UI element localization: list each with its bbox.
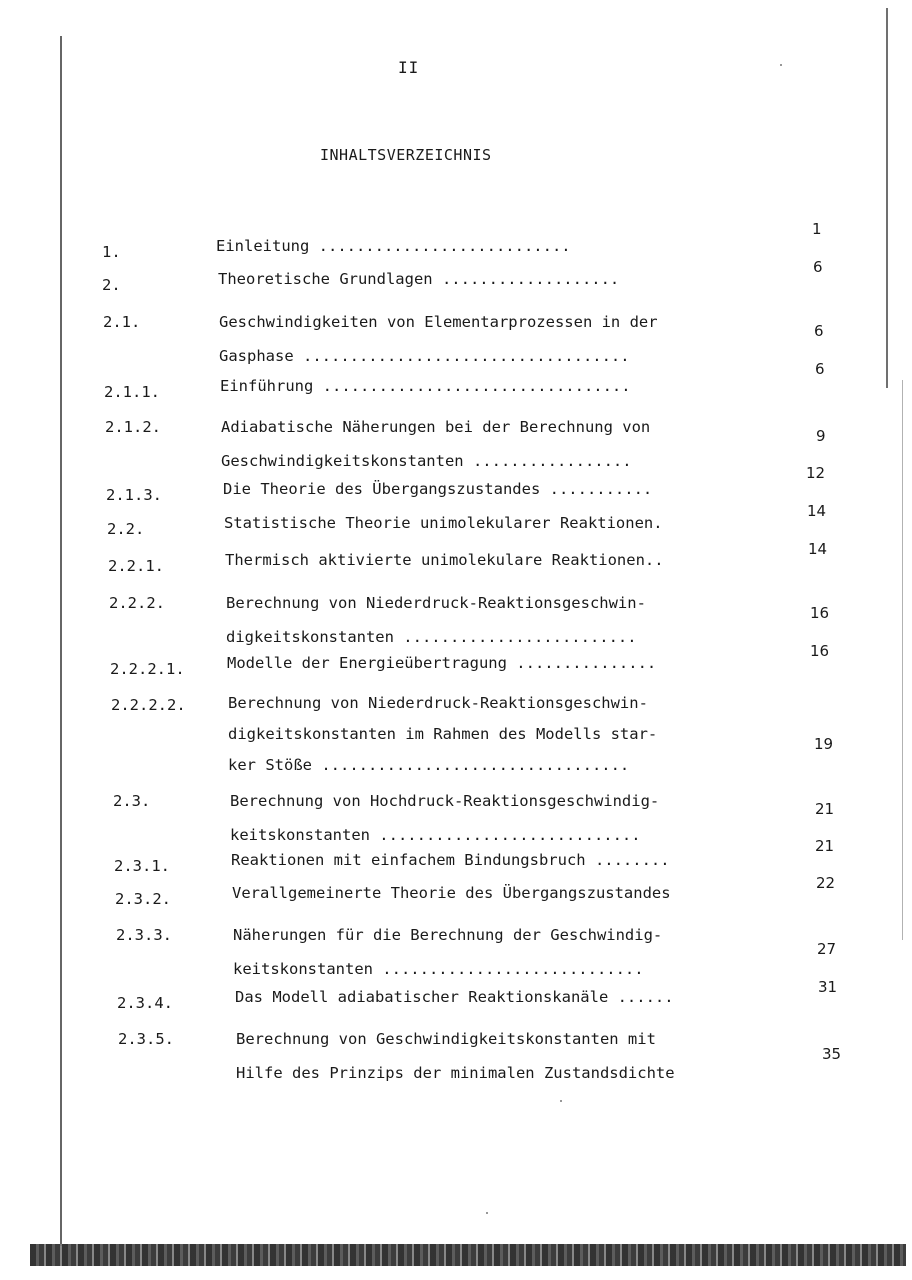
toc-entry-title <box>232 882 671 904</box>
toc-entry-number: 2.3.1. <box>114 857 170 875</box>
toc-entry-number: 2.3.5. <box>118 1030 174 1048</box>
toc-entry-page: 6 <box>813 258 823 276</box>
toc-entry-line: Modelle der Energieübertragung ............... <box>227 654 657 672</box>
toc-entry-line: Adiabatische Näherungen bei der Berechnung von <box>221 418 651 436</box>
toc-entry-page: 14 <box>808 540 828 558</box>
toc-entry-line: Das Modell adiabatischer Reaktionskanäle ...... <box>235 988 674 1006</box>
toc-entry-number: 1. <box>102 243 121 261</box>
toc-entry-title <box>230 784 659 852</box>
toc-entry-number: 2.1.3. <box>106 486 162 504</box>
toc-entry-number: 2.3.3. <box>116 926 172 944</box>
toc-entry-number: 2.2.1. <box>108 557 164 575</box>
toc-entry-line: keitskonstanten ............................ <box>230 826 641 844</box>
toc-entry-line: Gasphase ................................... <box>219 347 630 365</box>
toc-entry-number: 2.3. <box>113 792 151 810</box>
toc-entry-title <box>224 512 663 534</box>
toc-entry-page: 19 <box>814 735 834 753</box>
toc-entry-line: Thermisch aktivierte unimolekulare Reaktionen.. <box>225 551 664 569</box>
toc-entry-line: Berechnung von Hochdruck-Reaktionsgeschwindig- <box>230 792 660 810</box>
toc-entry-title <box>221 410 650 478</box>
toc-entry-number: 2.1.1. <box>104 383 160 401</box>
toc-entry-line: keitskonstanten ............................ <box>233 960 644 978</box>
scan-right-edge-faint <box>902 380 903 940</box>
toc-entry-line: ker Stöße ................................. <box>228 756 630 774</box>
toc-entry-title <box>236 1022 675 1090</box>
toc-entry-number: 2.1. <box>103 313 141 331</box>
toc-entry-page: 14 <box>807 502 827 520</box>
toc-entry-page: 9 <box>816 427 826 445</box>
toc-entry-number: 2.2.2.2. <box>111 696 186 714</box>
toc-entry-line: Näherungen für die Berechnung der Geschwindig- <box>233 926 663 944</box>
toc-entry-line: Geschwindigkeitskonstanten ................. <box>221 452 632 470</box>
scan-right-edge <box>886 8 888 388</box>
toc-entry-page: 35 <box>822 1045 842 1063</box>
toc-entry-page: 6 <box>814 322 824 340</box>
toc-entry-number: 2.2.2. <box>109 594 165 612</box>
toc-entry-title <box>228 688 657 781</box>
toc-entry-page: 6 <box>815 360 825 378</box>
toc-entry-page: 27 <box>817 940 837 958</box>
toc-entry-title <box>227 652 656 674</box>
toc-entry-page: 16 <box>810 604 830 622</box>
toc-entry-title <box>231 849 670 871</box>
toc-entry-page: 1 <box>812 220 822 238</box>
scan-bottom-edge <box>30 1244 906 1266</box>
toc-entry-title <box>216 235 571 257</box>
page-number: II <box>398 58 420 77</box>
scan-speck <box>780 64 782 66</box>
toc-entry-line: Einführung ................................. <box>220 377 631 395</box>
toc-entry-title <box>223 478 652 500</box>
toc-entry-number: 2. <box>102 276 121 294</box>
toc-entry-number: 2.3.2. <box>115 890 171 908</box>
toc-entry-line: Einleitung ........................... <box>216 237 571 255</box>
toc-entry-line: digkeitskonstanten im Rahmen des Modells star- <box>228 725 658 743</box>
toc-entry-page: 16 <box>810 642 830 660</box>
toc-entry-line: Hilfe des Prinzips der minimalen Zustandsdichte <box>236 1064 675 1082</box>
scan-speck <box>486 1212 488 1214</box>
toc-entry-line: Berechnung von Niederdruck-Reaktionsgeschwin- <box>228 694 648 712</box>
toc-entry-number: 2.3.4. <box>117 994 173 1012</box>
toc-entry-number: 2.1.2. <box>105 418 161 436</box>
toc-entry-line: Reaktionen mit einfachem Bindungsbruch ........ <box>231 851 670 869</box>
toc-entry-line: Geschwindigkeiten von Elementarprozessen in der <box>219 313 658 331</box>
toc-title: INHALTSVERZEICHNIS <box>320 146 492 164</box>
toc-entry-title <box>226 586 646 654</box>
toc-entry-title <box>225 549 664 571</box>
toc-entry-page: 21 <box>815 837 835 855</box>
toc-entry-page: 31 <box>818 978 838 996</box>
toc-entry-line: Berechnung von Niederdruck-Reaktionsgeschwin- <box>226 594 646 612</box>
toc-entry-line: Die Theorie des Übergangszustandes ........... <box>223 480 653 498</box>
toc-entry-title <box>218 268 619 290</box>
toc-entry-title <box>220 375 631 397</box>
toc-entry-number: 2.2.2.1. <box>110 660 185 678</box>
scan-speck <box>560 1100 562 1102</box>
toc-entry-line: digkeitskonstanten ......................... <box>226 628 637 646</box>
toc-entry-title <box>219 305 658 373</box>
toc-entry-title <box>233 918 662 986</box>
toc-entry-page: 22 <box>816 874 836 892</box>
toc-entry-number: 2.2. <box>107 520 145 538</box>
scan-left-edge <box>60 36 62 1246</box>
toc-entry-page: 12 <box>806 464 826 482</box>
toc-entry-title <box>235 986 674 1008</box>
toc-entry-line: Berechnung von Geschwindigkeitskonstanten mit <box>236 1030 656 1048</box>
toc-entry-page: 21 <box>815 800 835 818</box>
toc-entry-line: Theoretische Grundlagen ................... <box>218 270 620 288</box>
toc-entry-line: Verallgemeinerte Theorie des Übergangszustandes <box>232 884 671 902</box>
toc-entry-line: Statistische Theorie unimolekularer Reaktionen. <box>224 514 663 532</box>
